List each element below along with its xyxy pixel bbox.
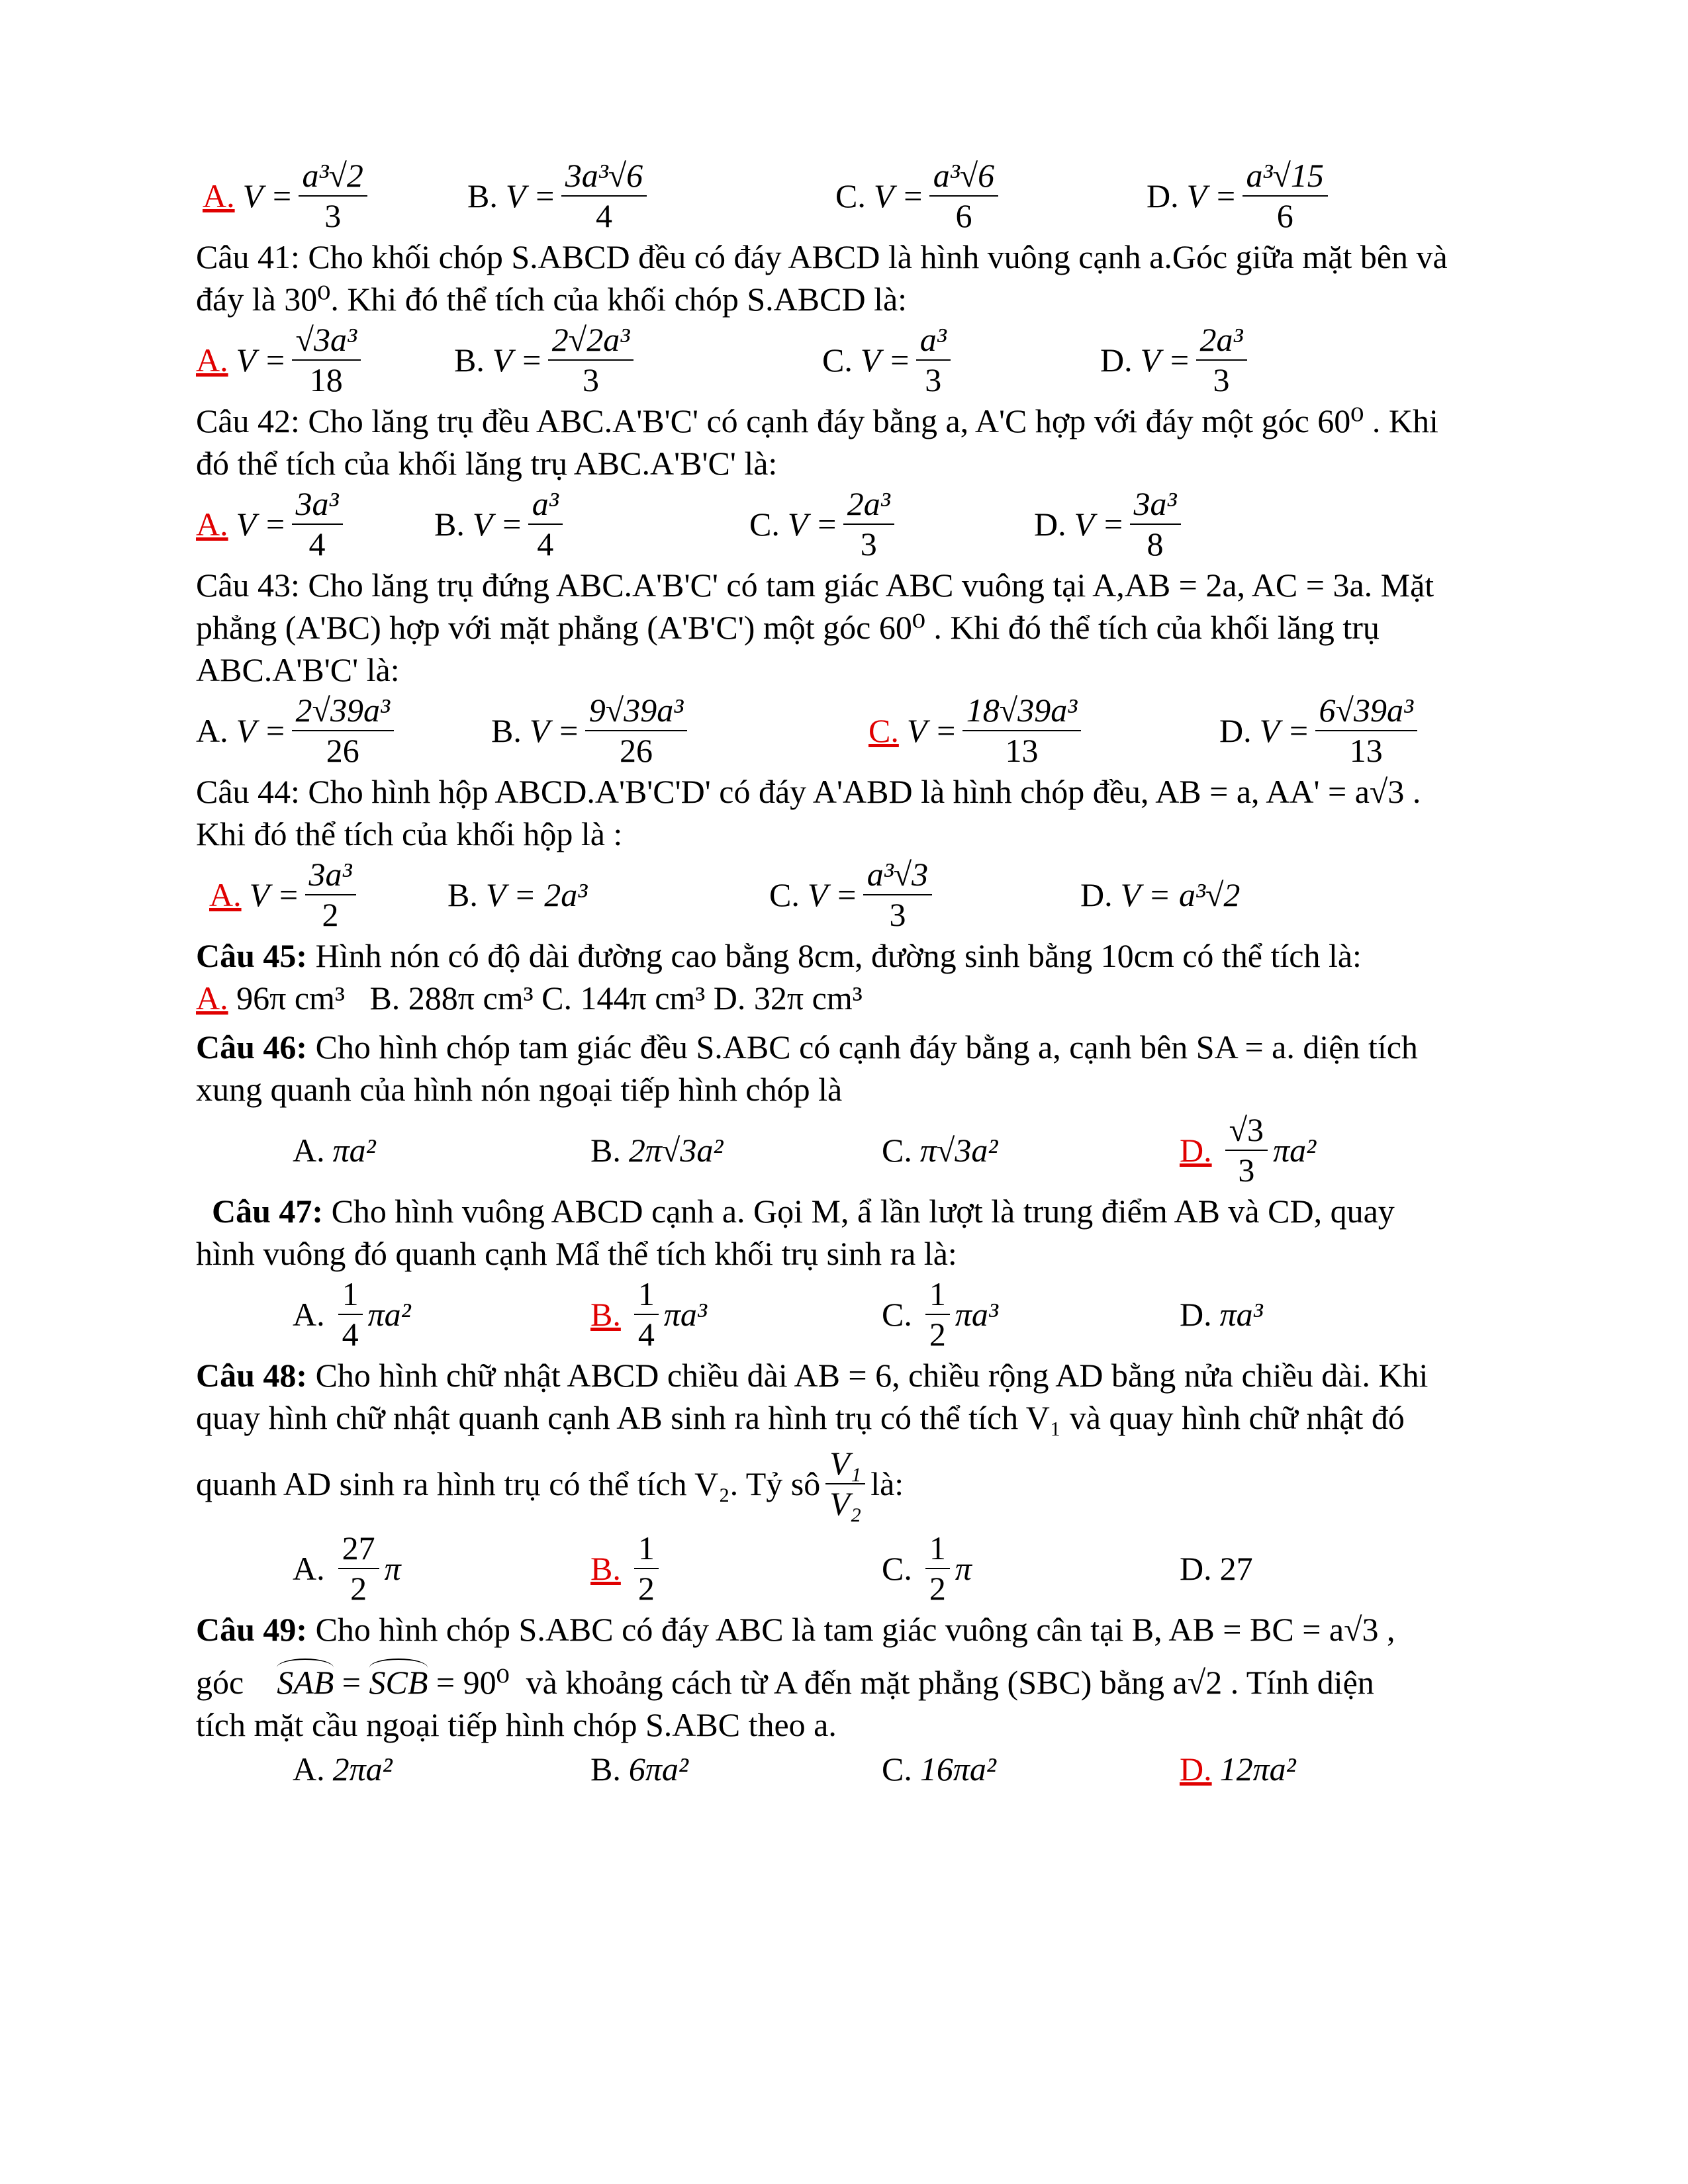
option-lhs: V = <box>906 712 957 749</box>
fraction-denominator: 18 <box>309 361 343 398</box>
question-text: góc <box>196 1664 244 1701</box>
option-b <box>590 1111 723 1190</box>
question-47-line1 <box>196 1190 1573 1232</box>
option-expression: 12πa² <box>1219 1751 1296 1788</box>
option-expression: 2πa² <box>332 1751 393 1788</box>
question-text: Cho hình chóp S.ABC có đáy ABC là tam giác vuông cân tại B, AB = BC = a√3 , <box>315 1611 1395 1648</box>
option-a <box>203 156 373 236</box>
fraction-denominator: 3 <box>582 361 599 398</box>
question-text: quanh AD sinh ra hình trụ có thể tích V₂. Tỷ sô <box>196 1465 821 1502</box>
option-a: 96π cm³ <box>236 979 345 1017</box>
option-d <box>1219 691 1423 770</box>
option-d <box>1180 1111 1316 1190</box>
option-c <box>882 1111 998 1190</box>
answer-row-q40 <box>196 156 1573 236</box>
fraction-denominator: 3 <box>925 361 942 398</box>
fraction-numerator: a³ <box>916 322 951 361</box>
option-label: C. <box>868 712 899 749</box>
option-lhs: V = <box>492 341 543 379</box>
option-label: C. <box>769 876 800 913</box>
option-b <box>590 1529 664 1608</box>
question-49-line1 <box>196 1608 1573 1651</box>
option-c <box>769 855 937 934</box>
option-lhs: V = <box>1140 341 1191 379</box>
question-43-line3: ABC.A'B'C' là: <box>196 651 400 688</box>
option-lhs: V = <box>236 712 287 749</box>
option-a-label: A. <box>196 979 228 1017</box>
option-d <box>1180 1746 1296 1792</box>
option-tail: π <box>384 1550 401 1587</box>
option-label: D. <box>1100 341 1133 379</box>
fraction-denominator: 2 <box>929 1570 946 1607</box>
option-expression: 2π√3a² <box>628 1132 724 1169</box>
angle-value: = 90⁰ <box>436 1664 510 1701</box>
option-c <box>882 1275 998 1354</box>
fraction-numerator: 2√2a³ <box>548 322 633 361</box>
option-b <box>447 855 587 934</box>
option-label: B. <box>467 177 498 214</box>
options-b-c-d: B. 288π cm³ C. 144π cm³ D. 32π cm³ <box>369 979 863 1017</box>
question-text: Cho hình vuông ABCD cạnh a. Gọi M, ẩ lần lượt là trung điểm AB và CD, quay <box>331 1193 1395 1230</box>
option-expression: V = 2a³ <box>485 876 588 913</box>
question-text: Cho hình chóp tam giác đều S.ABC có cạnh đáy bằng a, cạnh bên SA = a. diện tích <box>315 1028 1418 1066</box>
fraction-denominator: 4 <box>342 1316 359 1353</box>
option-c <box>822 320 956 400</box>
option-label: C. <box>882 1751 912 1788</box>
option-label: A. <box>196 712 228 749</box>
option-expression: 16πa² <box>919 1751 996 1788</box>
option-label: D. <box>1180 1751 1212 1788</box>
option-c <box>749 484 900 564</box>
question-number: Câu 47: <box>212 1193 324 1230</box>
option-d <box>1100 320 1252 400</box>
fraction-denominator: 4 <box>537 525 554 563</box>
option-a <box>196 484 348 564</box>
fraction-denominator: 13 <box>1005 732 1039 769</box>
option-label: A. <box>209 876 242 913</box>
option-lhs: V = <box>787 506 838 543</box>
option-tail: πa² <box>1273 1132 1317 1169</box>
fraction-denominator: 6 <box>955 197 972 234</box>
fraction-numerator: 18√39a³ <box>962 692 1081 731</box>
option-b <box>454 320 639 400</box>
option-label: C. <box>882 1296 912 1333</box>
fraction-numerator: 1 <box>634 1276 659 1315</box>
question-48-line1 <box>196 1354 1573 1396</box>
question-41-line2: đáy là 30⁰. Khi đó thể tích của khối chóp S.ABCD là: <box>196 281 908 318</box>
answer-row-q43 <box>196 691 1573 770</box>
option-a <box>293 1275 411 1354</box>
fraction-numerator: a³√15 <box>1243 158 1328 197</box>
question-44-line1: Câu 44: Cho hình hộp ABCD.A'B'C'D' có đáy A'ABD là hình chóp đều, AB = a, AA' = a√3 . <box>196 773 1421 810</box>
option-label: C. <box>882 1550 912 1587</box>
fraction-denominator: 2 <box>322 896 339 933</box>
fraction-denominator: 3 <box>1238 1152 1255 1189</box>
fraction-numerator: 1 <box>925 1276 950 1315</box>
option-label: C. <box>882 1132 912 1169</box>
fraction-numerator: 1 <box>634 1530 659 1569</box>
fraction-numerator: 9√39a³ <box>585 692 687 731</box>
fraction-numerator: 27 <box>338 1530 379 1569</box>
option-label: C. <box>749 506 780 543</box>
option-lhs: V = <box>1074 506 1125 543</box>
fraction-numerator: a³ <box>528 486 563 525</box>
fraction-denominator: 3 <box>324 197 342 234</box>
option-label: B. <box>590 1132 621 1169</box>
option-b <box>467 156 652 236</box>
option-label: C. <box>835 177 866 214</box>
fraction-denominator: 4 <box>308 525 326 563</box>
option-a <box>293 1111 376 1190</box>
option-c <box>882 1746 996 1792</box>
question-46-line1 <box>196 1026 1573 1068</box>
question-49-line2 <box>196 1651 1573 1704</box>
option-label: B. <box>491 712 522 749</box>
answer-row-q47 <box>196 1275 1573 1354</box>
fraction-denominator: 3 <box>889 896 906 933</box>
fraction-denominator: 6 <box>1276 197 1293 234</box>
question-number: Câu 45: <box>196 937 308 974</box>
option-expression: 27 <box>1219 1550 1253 1587</box>
option-label: B. <box>590 1550 621 1587</box>
option-label: C. <box>822 341 853 379</box>
option-label: D. <box>1080 876 1113 913</box>
question-45-line1 <box>196 934 1573 977</box>
option-lhs: V = <box>807 876 858 913</box>
option-lhs: V = <box>236 341 287 379</box>
option-b <box>434 484 568 564</box>
option-label: D. <box>1219 712 1252 749</box>
question-text: Hình nón có độ dài đường cao bằng 8cm, đường sinh bằng 10cm có thể tích là: <box>315 937 1362 974</box>
option-lhs: V = <box>249 876 300 913</box>
angle-scb: SCB <box>369 1659 428 1704</box>
option-lhs: V = <box>1186 177 1237 214</box>
option-label: A. <box>196 341 228 379</box>
question-47-line2: hình vuông đó quanh cạnh Mẩ thể tích khối trụ sinh ra là: <box>196 1235 957 1272</box>
fraction-denominator: 3 <box>1213 361 1230 398</box>
answer-row-q49 <box>196 1746 1573 1792</box>
option-d <box>1034 484 1186 564</box>
question-48-line2: quay hình chữ nhật quanh cạnh AB sinh ra hình trụ có thể tích V₁ và quay hình chữ nhật đó <box>196 1399 1405 1436</box>
fraction-numerator: 1 <box>338 1276 363 1315</box>
equals-sign: = <box>342 1664 361 1701</box>
fraction-denominator: 8 <box>1147 525 1164 563</box>
fraction-denominator: 2 <box>929 1316 946 1353</box>
option-lhs: V = <box>860 341 911 379</box>
option-lhs: V = <box>1259 712 1310 749</box>
question-46-line2: xung quanh của hình nón ngoại tiếp hình chóp là <box>196 1071 843 1108</box>
option-label: B. <box>447 876 478 913</box>
angle-sab: SAB <box>277 1659 334 1704</box>
question-text: là: <box>870 1465 904 1502</box>
question-number: Câu 46: <box>196 1028 308 1066</box>
option-lhs: V = <box>236 506 287 543</box>
fraction-numerator: a³√3 <box>863 856 932 895</box>
option-lhs: V = <box>529 712 580 749</box>
question-44-line2: Khi đó thể tích của khối hộp là : <box>196 815 623 852</box>
option-label: D. <box>1147 177 1179 214</box>
answer-row-q46 <box>196 1111 1573 1190</box>
fraction-numerator: V₁ <box>825 1445 865 1484</box>
option-label: D. <box>1180 1296 1212 1333</box>
fraction-numerator: 3a³ <box>1130 486 1181 525</box>
option-label: A. <box>196 506 228 543</box>
option-a <box>293 1529 401 1608</box>
question-text: Cho hình chữ nhật ABCD chiều dài AB = 6, chiều rộng AD bằng nửa chiều dài. Khi <box>315 1357 1429 1394</box>
option-label: D. <box>1180 1550 1212 1587</box>
option-label: B. <box>454 341 485 379</box>
option-d <box>1147 156 1333 236</box>
fraction-denominator: 2 <box>637 1570 655 1607</box>
question-49-line3: tích mặt cầu ngoại tiếp hình chóp S.ABC theo a. <box>196 1706 837 1743</box>
fraction-denominator: 3 <box>860 525 877 563</box>
question-number: Câu 49: <box>196 1611 308 1648</box>
option-b <box>590 1746 688 1792</box>
answer-row-q41 <box>196 320 1573 400</box>
option-label: D. <box>1034 506 1066 543</box>
answer-row-q48 <box>196 1529 1573 1608</box>
option-lhs: V = <box>242 177 293 214</box>
option-expression: 6πa² <box>628 1751 688 1788</box>
option-expression: πa³ <box>1219 1296 1263 1333</box>
fraction-denominator: 4 <box>637 1316 655 1353</box>
fraction-numerator: 3a³ <box>305 856 356 895</box>
option-a <box>209 855 361 934</box>
fraction-denominator: 4 <box>595 197 612 234</box>
option-expression: π√3a² <box>919 1132 998 1169</box>
fraction-numerator: 2a³ <box>843 486 894 525</box>
fraction-numerator: 6√39a³ <box>1315 692 1417 731</box>
fraction-numerator: 3a³ <box>292 486 343 525</box>
fraction-denominator: 2 <box>350 1570 367 1607</box>
option-a <box>196 320 366 400</box>
answer-row-q42 <box>196 484 1573 564</box>
option-c <box>835 156 1004 236</box>
option-d <box>1180 1529 1253 1608</box>
answer-row-q44 <box>196 855 1573 934</box>
option-d <box>1080 855 1240 934</box>
option-c <box>882 1529 972 1608</box>
fraction-numerator: 2a³ <box>1196 322 1247 361</box>
fraction-denominator: 26 <box>326 732 359 769</box>
option-label: A. <box>293 1751 325 1788</box>
fraction-numerator: 2√39a³ <box>292 692 394 731</box>
option-tail: π <box>955 1550 972 1587</box>
option-label: B. <box>590 1296 621 1333</box>
fraction-numerator: a³√6 <box>929 158 998 197</box>
question-43-line1: Câu 43: Cho lăng trụ đứng ABC.A'B'C' có tam giác ABC vuông tại A,AB = 2a, AC = 3a. Mặt <box>196 567 1434 604</box>
option-tail: πa³ <box>955 1296 998 1333</box>
fraction-denominator: 13 <box>1349 732 1383 769</box>
fraction-numerator: 1 <box>925 1530 950 1569</box>
option-tail: πa² <box>367 1296 411 1333</box>
option-label: A. <box>293 1550 325 1587</box>
option-tail: πa³ <box>663 1296 707 1333</box>
question-43-line2: phẳng (A'BC) hợp với mặt phẳng (A'B'C') một góc 60⁰ . Khi đó thể tích của khối lăng trụ <box>196 609 1380 646</box>
option-b <box>590 1275 707 1354</box>
fraction-denominator: 26 <box>619 732 653 769</box>
fraction-denominator: V₂ <box>829 1485 862 1522</box>
question-41-line1: Câu 41: Cho khối chóp S.ABCD đều có đáy ABCD là hình vuông cạnh a.Góc giữa mặt bên và <box>196 238 1448 275</box>
option-label: B. <box>590 1751 621 1788</box>
option-lhs: V = <box>472 506 523 543</box>
option-expression: πa² <box>332 1132 376 1169</box>
option-label: A. <box>293 1296 325 1333</box>
option-label: B. <box>434 506 465 543</box>
option-b <box>491 691 692 770</box>
option-d <box>1180 1275 1263 1354</box>
option-label: A. <box>203 177 235 214</box>
fraction-numerator: 3a³√6 <box>561 158 647 197</box>
question-text: và khoảng cách từ A đến mặt phẳng (SBC) bằng a√2 . Tính diện <box>526 1664 1374 1701</box>
option-a <box>293 1746 393 1792</box>
exam-page <box>196 156 1573 1792</box>
option-expression: V = a³√2 <box>1120 876 1241 913</box>
option-label: A. <box>293 1132 325 1169</box>
fraction-numerator: √3 <box>1225 1112 1268 1151</box>
question-number: Câu 48: <box>196 1357 308 1394</box>
option-lhs: V = <box>873 177 924 214</box>
question-48-line3 <box>196 1439 1573 1529</box>
question-45-options <box>196 977 1573 1019</box>
question-42-line2: đó thể tích của khối lăng trụ ABC.A'B'C' là: <box>196 445 778 482</box>
option-lhs: V = <box>505 177 556 214</box>
fraction-numerator: a³√2 <box>299 158 367 197</box>
option-a <box>196 691 399 770</box>
option-label: D. <box>1180 1132 1212 1169</box>
question-42-line1: Câu 42: Cho lăng trụ đều ABC.A'B'C' có cạnh đáy bằng a, A'C hợp với đáy một góc 60⁰ . Khi <box>196 402 1438 439</box>
fraction-numerator: √3a³ <box>292 322 361 361</box>
option-c <box>868 691 1086 770</box>
